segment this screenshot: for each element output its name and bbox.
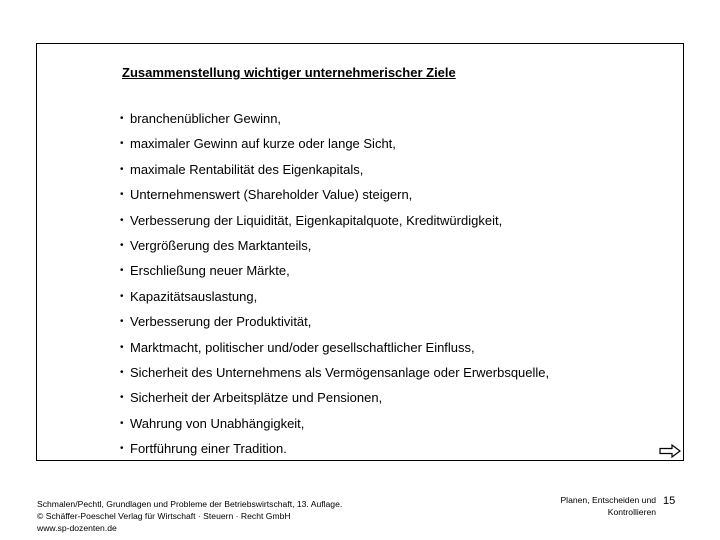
goals-list <box>120 106 549 461</box>
list-item-text: Unternehmenswert (Shareholder Value) steigern, <box>130 187 413 203</box>
list-item-text: Vergrößerung des Marktanteils, <box>130 237 312 253</box>
list-item-text: Erschließung neuer Märkte, <box>130 263 290 279</box>
bullet: • <box>120 417 124 429</box>
bullet: • <box>120 239 124 251</box>
slide-title: Zusammenstellung wichtiger unternehmerischer Ziele <box>122 65 456 80</box>
list-item <box>120 335 549 360</box>
page-number: 15 <box>663 495 676 507</box>
bullet: • <box>120 341 124 353</box>
footer-copyright: © Schäffer-Poeschel Verlag für Wirtschaft · Steuern · Recht GmbH <box>37 511 291 521</box>
bullet: • <box>120 265 124 277</box>
list-item-text: Marktmacht, politischer und/oder gesellschaftlicher Einfluss, <box>130 339 475 355</box>
footer-website-link[interactable]: www.sp-dozenten.de <box>37 523 117 533</box>
bullet: • <box>120 392 124 404</box>
footer-source <box>37 498 342 534</box>
list-item <box>120 436 549 461</box>
bullet: • <box>120 290 124 302</box>
list-item-text: Fortführung einer Tradition. <box>130 441 287 457</box>
list-item <box>120 182 549 207</box>
bullet: • <box>120 316 124 328</box>
bullet: • <box>120 443 124 455</box>
bullet: • <box>120 138 124 150</box>
bullet: • <box>120 189 124 201</box>
list-item-text: maximale Rentabilität des Eigenkapitals, <box>130 161 364 177</box>
footer-chapter-line: Planen, Entscheiden und <box>560 495 656 505</box>
list-item <box>120 131 549 156</box>
list-item-text: Kapazitätsauslastung, <box>130 288 258 304</box>
list-item <box>120 208 549 233</box>
footer-chapter <box>540 494 656 518</box>
footer-book-reference: Schmalen/Pechtl, Grundlagen und Probleme der Betriebswirtschaft, 13. Auflage. <box>37 499 343 509</box>
list-item <box>120 385 549 410</box>
list-item <box>120 309 549 334</box>
list-item <box>120 411 549 436</box>
list-item-text: Wahrung von Unabhängigkeit, <box>130 415 305 431</box>
list-item-text: maximaler Gewinn auf kurze oder lange Sicht, <box>130 136 396 152</box>
list-item <box>120 258 549 283</box>
list-item <box>120 284 549 309</box>
list-item-text: Sicherheit der Arbeitsplätze und Pensionen, <box>130 390 383 406</box>
list-item <box>120 233 549 258</box>
list-item-text: branchenüblicher Gewinn, <box>130 111 282 126</box>
bullet: • <box>120 366 124 378</box>
bullet: • <box>120 214 124 226</box>
list-item-text: Verbesserung der Produktivität, <box>130 314 312 330</box>
list-item-text: Verbesserung der Liquidität, Eigenkapitalquote, Kreditwürdigkeit, <box>130 212 503 228</box>
list-item <box>120 360 549 385</box>
bullet: • <box>120 113 124 124</box>
right-arrow-icon[interactable] <box>659 444 681 458</box>
list-item <box>120 157 549 182</box>
list-item-text: Sicherheit des Unternehmens als Vermögensanlage oder Erwerbsquelle, <box>130 364 550 380</box>
footer-chapter-line: Kontrollieren <box>607 507 656 517</box>
bullet: • <box>120 163 124 175</box>
list-item <box>120 106 549 131</box>
